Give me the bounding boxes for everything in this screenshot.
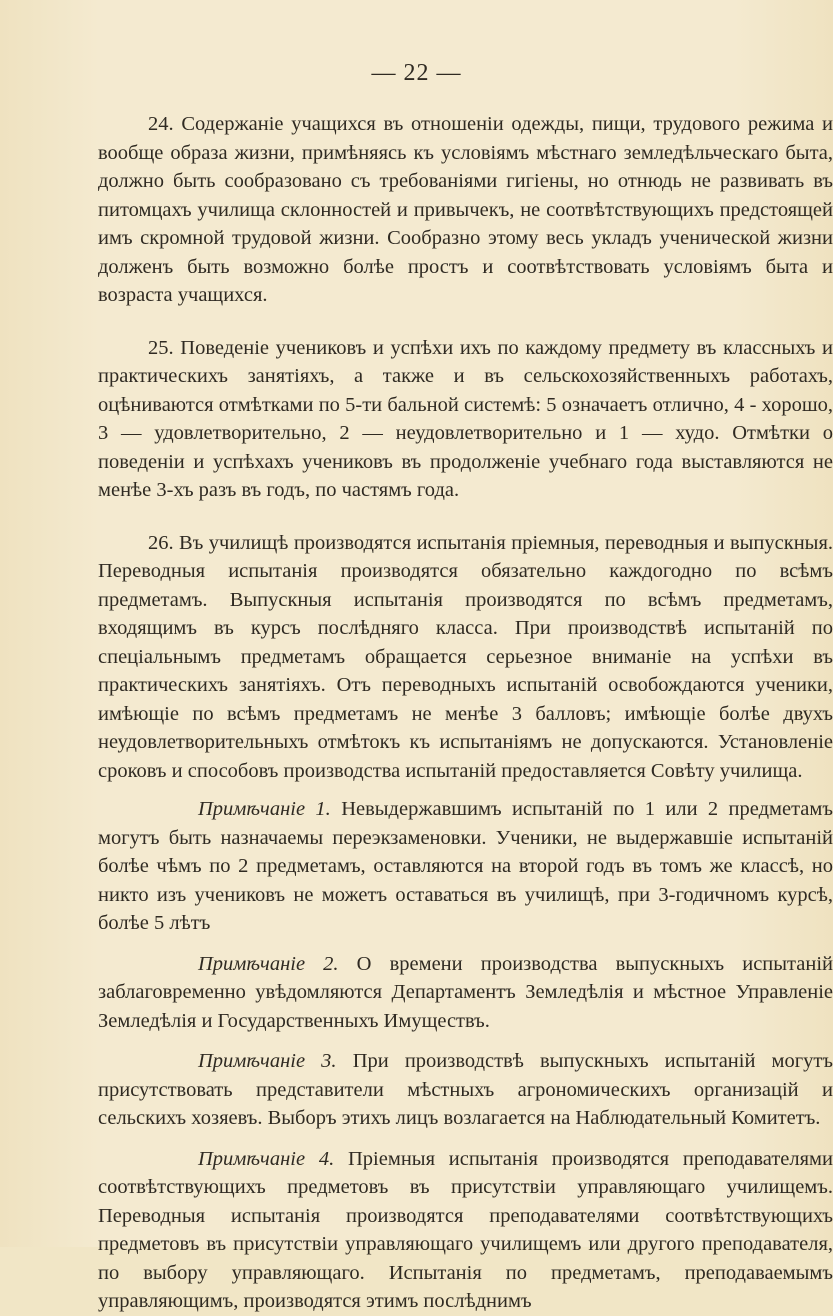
note-3 (98, 1047, 833, 1133)
note-2-title: Примѣчаніе 2. (198, 952, 339, 975)
note-2 (98, 950, 833, 1036)
note-4 (98, 1145, 833, 1316)
note-4-title: Примѣчаніе 4. (198, 1147, 335, 1170)
note-1 (98, 795, 833, 938)
paragraph-24: 24. Содержаніе учащихся въ отношеніи одежды, пищи, трудового режима и вообще образа жизни, примѣняясь къ условіямъ мѣстнаго земледѣльческаго быта, должно быть сообразовано съ требованіями гигіены, но отнюдь не развивать въ питомцахъ училища склонностей и привычекъ, не соотвѣтствующихъ предстоящей имъ скромной трудовой жизни. Сообразно этому весь укладъ ученической жизни долженъ быть возможно болѣе простъ и соотвѣтствовать условіямъ быта и возраста учащихся. (98, 113, 833, 306)
body-text (98, 110, 833, 1316)
note-4-text: Пріемныя испытанія производятся преподавателями соотвѣтствующихъ предметовъ въ присутствіи управляющаго училищемъ. Переводныя испытанія производятся преподавателями соотвѣтствующихъ предметовъ въ присутствіи управляющаго училищемъ или другого преподавателя, по выбору управляющаго. Испытанія по предметамъ, преподаваемымъ управляющимъ, производятся этимъ послѣднимъ (98, 1147, 833, 1312)
page-number: — 22 — (371, 60, 462, 86)
note-1-title: Примѣчаніе 1. (198, 798, 331, 820)
paragraph-26: 26. Въ училищѣ производятся испытанія пріемныя, переводныя и выпускныя. Переводныя испытанія производятся обязательно каждогодно по всѣмъ предметамъ. Выпускныя испытанія производятся по всѣмъ предметамъ, входящимъ въ курсъ послѣдняго класса. При производствѣ испытаній по спеціальнымъ предметамъ обращается серьезное вниманіе на успѣхи въ практическихъ занятіяхъ. Отъ переводныхъ испытаній освобождаются ученики, имѣющіе по всѣмъ предметамъ не менѣе 3 балловъ; имѣющіе болѣе двухъ неудовлетворительныхъ отмѣтокъ къ испытаніямъ не допускаются. Установленіе сроковъ и способовъ производства испытаній предоставляется Совѣту училища. (98, 531, 833, 782)
note-3-text: При производствѣ выпускныхъ испытаній могутъ присутствовать представители мѣстныхъ агрономическихъ организацій и сельскихъ хозяевъ. Выборъ этихъ лицъ возлагается на Наблюдательный Комитетъ. (98, 1050, 833, 1129)
paragraph-25: 25. Поведеніе учениковъ и успѣхи ихъ по каждому предмету въ классныхъ и практическихъ занятіяхъ, а также и въ сельскохозяйственныхъ работахъ, оцѣниваются отмѣтками по 5-ти бальной системѣ: 5 означаетъ отлично, 4 - хорошо, 3 — удовлетворительно, 2 — неудовлетворительно и 1 — худо. Отмѣтки о поведеніи и успѣхахъ учениковъ въ продолженіе учебнаго года выставляются не менѣе 3-хъ разъ въ годъ, по частямъ года. (98, 336, 833, 501)
note-3-title: Примѣчаніе 3. (198, 1050, 337, 1072)
note-2-text: О времени производства выпускныхъ испытаній заблаговременно увѣдомляются Департаментъ Земледѣлія и мѣстное Управленіе Земледѣлія и Государственныхъ Имуществъ. (98, 952, 833, 1032)
note-1-text: Невыдержавшимъ испытаній по 1 или 2 предметамъ могутъ быть назначаемы переэкзаменовки. Ученики, не выдержавшіе испытаній болѣе чѣмъ по 2 предметамъ, оставляются на второй годъ въ томъ же классѣ, но никто изъ учениковъ не можетъ оставаться въ училищѣ, при 3-годичномъ курсѣ, болѣе 5 лѣтъ (98, 798, 833, 934)
